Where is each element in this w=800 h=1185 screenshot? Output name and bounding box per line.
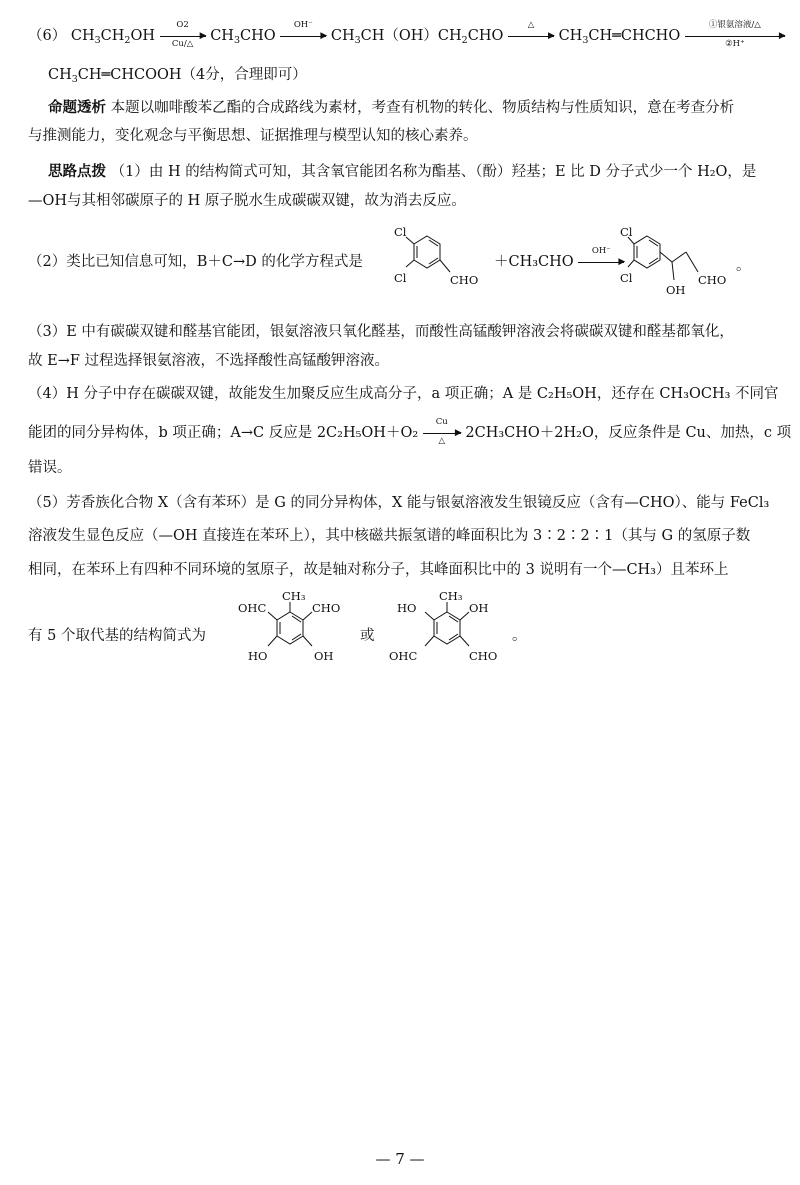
p2-end: 。: [736, 258, 751, 274]
svg-text:OHC: OHC: [389, 649, 418, 663]
p3-line2: 故 E→F 过程选择银氨溶液，不选择酸性高锰酸钾溶液。: [28, 353, 390, 369]
mingti-text1: 本题以咖啡酸苯乙酯的合成路线为素材，考查有机物的转化、物质结构与性质知识，意在考查分析: [110, 100, 735, 116]
cho-label: CHO: [698, 273, 727, 287]
cho-label: CHO: [450, 273, 479, 287]
p5-line2: 溶液发生显色反应（—OH 直接连在苯环上），其中核磁共振氢谱的峰面积比为 3∶2∶2∶1（其与 G 的氢原子数: [28, 528, 751, 544]
p4-line3: 错误。: [28, 460, 72, 476]
cl-label: Cl: [394, 271, 407, 285]
p5-or: 或: [360, 628, 375, 644]
svg-text:OHC: OHC: [238, 601, 267, 615]
svg-text:CH₃: CH₃: [439, 590, 463, 603]
isomer-structure-1: [230, 590, 350, 670]
svg-text:CH₃: CH₃: [282, 590, 306, 603]
svg-text:CHO: CHO: [312, 601, 341, 615]
silu-heading: 思路点拨: [48, 164, 106, 180]
p4-line2: 能团的同分异构体，b 项正确；A→C 反应是 2C₂H₅OH＋O₂ Cu ▶ △ 2CH₃CHO＋2H₂O，反应条件是 Cu、加热，c 项: [28, 417, 792, 446]
p4-line1: （4）H 分子中存在碳碳双键，故能发生加聚反应生成高分子，a 项正确；A 是 C₂H₅OH，还存在 CH₃OCH₃ 不同官: [28, 386, 779, 402]
arrow-o2: O2 ▶ Cu/△: [160, 26, 206, 46]
mingti-line2: 与推测能力，变化观念与平衡思想、证据推理与模型认知的核心素养。: [28, 128, 478, 144]
p5-line1: （5）芳香族化合物 X（含有苯环）是 G 的同分异构体，X 能与银氨溶液发生银镜反应（含有—CHO）、能与 FeCl₃: [28, 495, 770, 511]
p2-plus: ＋CH₃CHO OH⁻ ▶: [494, 246, 626, 270]
product-d-structure: [620, 222, 745, 307]
svg-text:Cl: Cl: [620, 271, 633, 285]
arrow-cu: Cu ▶ △: [423, 423, 461, 443]
dichlorobenzaldehyde-structure: [382, 222, 490, 300]
svg-text:HO: HO: [248, 649, 268, 663]
p5-end: 。: [512, 628, 527, 644]
q6-note: （4分，合理即可）: [181, 67, 307, 83]
p5-line3: 相同，在苯环上有四种不同环境的氢原子，故是轴对称分子，其峰面积比中的 3 说明有一个—CH₃）且苯环上: [28, 562, 729, 578]
svg-text:HO: HO: [397, 601, 417, 615]
silu-line2: —OH与其相邻碳原子的 H 原子脱水生成碳碳双键，故为消去反应。: [28, 193, 466, 209]
isomer-structure-2: [385, 590, 515, 670]
svg-text:OH: OH: [314, 649, 334, 663]
arrow-heat: △ ▶: [508, 26, 554, 46]
silu-line1: 思路点拨 （1）由 H 的结构简式可知，其含氧官能团名称为酯基、（酚）羟基；E 比 D 分子式少一个 H₂O，是: [48, 164, 757, 180]
p2-lead: （2）类比已知信息可知，B＋C→D 的化学方程式是: [28, 254, 363, 270]
q6-line2: $CH_3CH═CHCOOH(4$分，合理即可）: [48, 67, 307, 85]
q6-label: （6）: [28, 28, 67, 44]
mingti-heading: 命题透析: [48, 100, 106, 116]
svg-text:OH: OH: [469, 601, 489, 615]
mingti-line1: [48, 98, 734, 118]
p3-line1: （3）E 中有碳碳双键和醛基官能团，银氨溶液只氧化醛基，而酸性高锰酸钾溶液会将碳碳双键和醛基都氧化，: [28, 324, 734, 340]
p5-line4: 有 5 个取代基的结构简式为: [28, 628, 206, 644]
svg-text:CHO: CHO: [469, 649, 498, 663]
cl-label: Cl: [394, 225, 407, 239]
page-number: — 7 —: [375, 1150, 425, 1168]
arrow-oh-2: OH⁻ ▶: [578, 252, 624, 272]
oh-label: OH: [666, 283, 686, 297]
svg-text:Cl: Cl: [620, 225, 633, 239]
q6-line: （6） $CH_3CH_2OH$ O2 ▶ Cu/△ $CH_3CHO$ OH⁻ ▶ $CH_3CH(OH)CH_2CHO$ △ ▶ $CH_3CH═CHCHO$ ①银氨溶液/△ ▶ ②H⁺: [28, 20, 786, 49]
arrow-silver: ①银氨溶液/△ ▶ ②H⁺: [685, 26, 785, 46]
arrow-oh: OH⁻ ▶: [280, 26, 326, 46]
